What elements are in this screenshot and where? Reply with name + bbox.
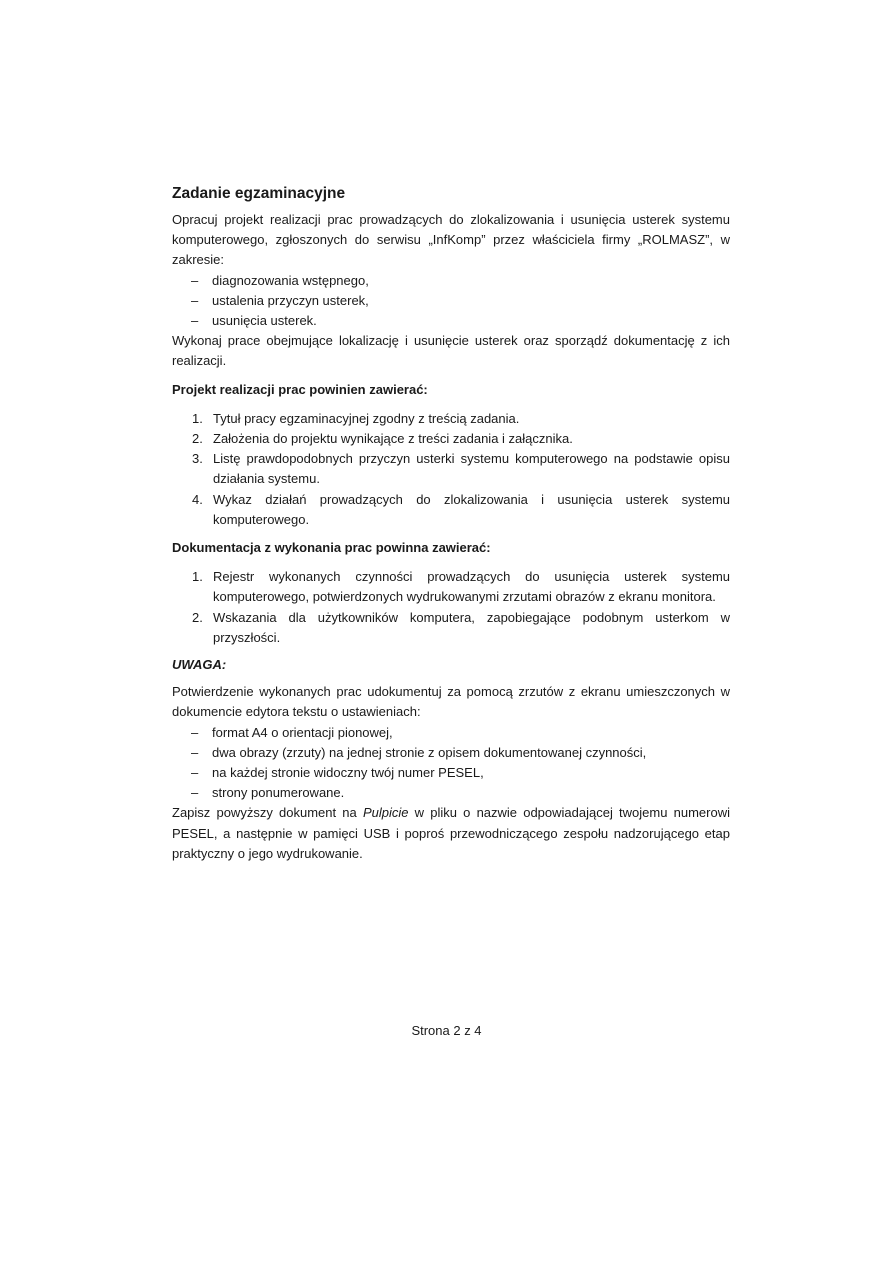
item-text: Listę prawdopodobnych przyczyn usterki systemu komputerowego na podstawie opisu działania systemu. — [213, 451, 730, 487]
documentation-section-heading: Dokumentacja z wykonania prac powinna zawierać: — [172, 540, 491, 556]
item-number: 1. — [192, 569, 203, 585]
project-section-heading: Projekt realizacji prac powinien zawierać: — [172, 381, 428, 397]
list-item: – na każdej stronie widoczny twój numer PESEL, — [172, 763, 730, 783]
list-item: – strony ponumerowane. — [172, 783, 730, 803]
item-number: 3. — [192, 451, 203, 467]
item-number: 4. — [192, 491, 203, 507]
document-title: Zadanie egzaminacyjne — [172, 185, 346, 202]
save-text-start: Zapisz powyższy dokument na — [172, 805, 363, 821]
list-item — [172, 429, 730, 449]
list-item — [172, 409, 730, 429]
item-text: Założenia do projektu wynikające z treści zadania i załącznika. — [213, 431, 573, 447]
item-text: Tytuł pracy egzaminacyjnej zgodny z treścią zadania. — [213, 410, 520, 426]
list-item — [172, 490, 730, 530]
list-item: – usunięcia usterek. — [172, 311, 730, 331]
intro-paragraph: Opracuj projekt realizacji prac prowadzących do zlokalizowania i usunięcia usterek systemu komputerowego, zgłoszonych do serwisu „InfKomp” przez właściciela firmy „ROLMASZ”, w zakresie: — [172, 212, 730, 268]
save-location: Pulpicie — [362, 805, 409, 821]
page-number: Strona 2 z 4 — [411, 1023, 482, 1038]
note-heading: UWAGA: — [172, 657, 227, 673]
item-number: 2. — [192, 431, 203, 447]
item-text: Wykaz działań prowadzących do zlokalizowania i usunięcia usterek systemu komputerowego. — [213, 491, 730, 527]
item-text: Rejestr wykonanych czynności prowadzących do usunięcia usterek systemu komputerowego, potwierdzonych wydrukowanymi zrzutami obrazów z ekranu monitora. — [213, 569, 730, 605]
list-item: – format A4 o orientacji pionowej, — [172, 723, 730, 743]
list-item: – dwa obrazy (zrzuty) na jednej stronie z opisem dokumentowanej czynności, — [172, 743, 730, 763]
note-paragraph: Potwierdzenie wykonanych prac udokumentuj za pomocą zrzutów z ekranu umieszczonych w dokumencie edytora tekstu o ustawieniach: — [172, 684, 730, 720]
documentation-items-list — [172, 567, 730, 648]
save-text-end: w pliku o nazwie odpowiadającej twojemu numerowi PESEL, a następnie w pamięci USB i poproś przewodniczącego zespołu nadzorującego etap praktyczny o jego wydrukowanie. — [172, 805, 730, 861]
scope-list — [172, 271, 730, 332]
list-item — [172, 608, 730, 648]
document-body — [172, 184, 730, 864]
list-item — [172, 449, 730, 489]
item-number: 1. — [192, 410, 203, 426]
list-item — [172, 567, 730, 607]
project-items-list — [172, 409, 730, 530]
item-text: Wskazania dla użytkowników komputera, zapobiegające podobnym usterkom w przyszłości. — [213, 609, 730, 645]
settings-list — [172, 723, 730, 804]
list-item: – ustalenia przyczyn usterek, — [172, 291, 730, 311]
item-number: 2. — [192, 609, 203, 625]
list-item: – diagnozowania wstępnego, — [172, 271, 730, 291]
save-instruction-paragraph — [172, 803, 730, 864]
task-paragraph: Wykonaj prace obejmujące lokalizację i usunięcie usterek oraz sporządź dokumentację z ich realizacji. — [172, 333, 730, 369]
